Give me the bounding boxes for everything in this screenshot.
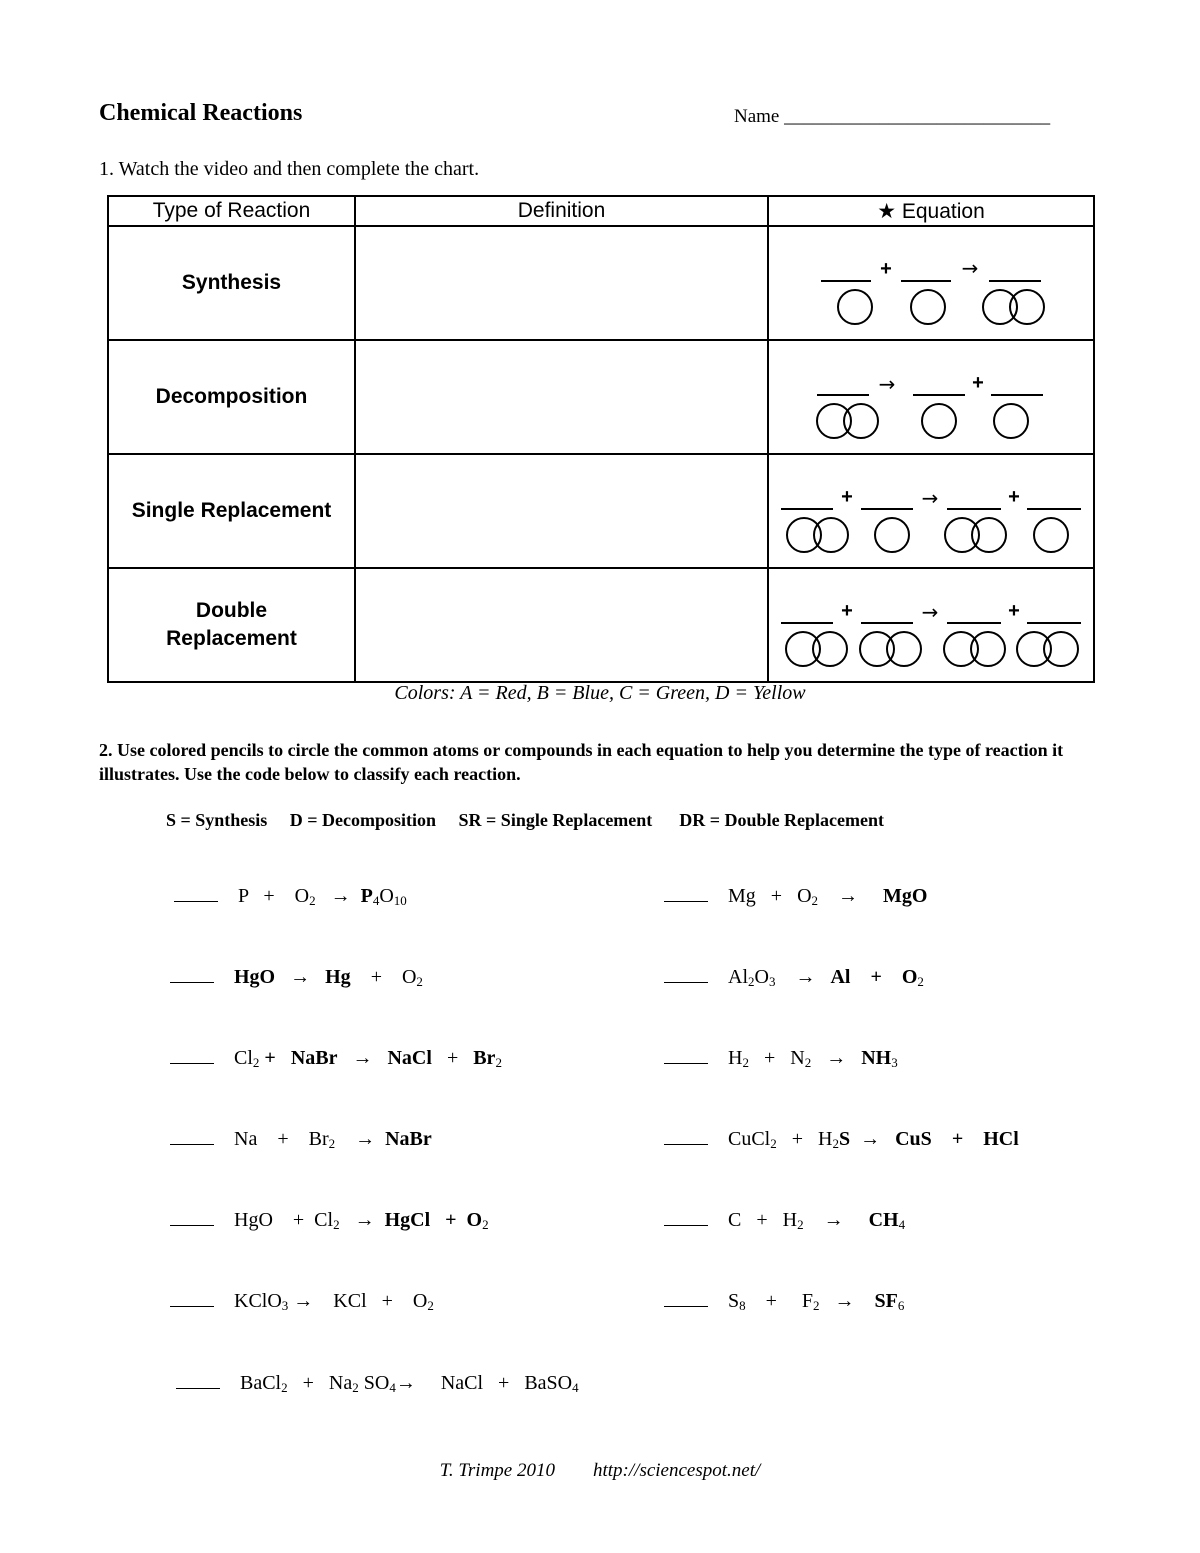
answer-blank[interactable] bbox=[170, 1290, 214, 1307]
equation-row: P + $O_2$ → $P_4O_{10}$ bbox=[174, 885, 407, 908]
equation-row: $Cl_2$ + NaBr → NaCl + $Br_2$ bbox=[170, 1047, 502, 1070]
atom-circle bbox=[944, 632, 978, 666]
equation-row: $H_2$ + $N_2$ → $NH_3$ bbox=[664, 1047, 898, 1070]
definition-cell[interactable] bbox=[355, 454, 768, 568]
equation-cell bbox=[768, 226, 1094, 340]
page-title: Chemical Reactions bbox=[99, 100, 303, 126]
answer-blank[interactable] bbox=[664, 966, 708, 983]
equation-cell bbox=[768, 340, 1094, 454]
classification-legend: S = Synthesis D = Decomposition SR = Single Replacement DR = Double Replacement bbox=[166, 810, 885, 830]
type-label-line: Replacement bbox=[166, 627, 297, 650]
equation-row: C + $H_2$ → $CH_4$ bbox=[664, 1209, 905, 1232]
answer-blank[interactable] bbox=[664, 1047, 708, 1064]
type-cell: Single Replacement bbox=[108, 454, 355, 568]
arrow-sign: → bbox=[921, 600, 939, 624]
double-replacement-equation-diagram bbox=[769, 569, 1091, 681]
definition-cell[interactable] bbox=[355, 226, 768, 340]
atom-circle bbox=[786, 632, 820, 666]
plus-sign: + bbox=[1008, 486, 1020, 508]
plus-sign: + bbox=[972, 372, 984, 394]
answer-blank[interactable] bbox=[664, 1209, 708, 1226]
question-1: 1. Watch the video and then complete the chart. bbox=[99, 158, 480, 180]
name-field[interactable]: Name ____________________________ bbox=[734, 106, 1051, 127]
arrow-sign: → bbox=[921, 486, 939, 510]
decomposition-equation-diagram bbox=[769, 341, 1091, 453]
equation-row: KClO$_3$ → KCl + $O_2$ bbox=[170, 1290, 434, 1313]
answer-blank[interactable] bbox=[170, 966, 214, 983]
atom-circle bbox=[983, 290, 1017, 324]
single-replacement-equation-diagram bbox=[769, 455, 1091, 567]
equation-row: BaCl$_2$ + $Na_2$ $SO_4\to$ NaCl + BaSO$_4$ bbox=[176, 1372, 579, 1395]
equation-row: HgO → Hg + $O_2$ bbox=[170, 966, 423, 989]
atom-circle bbox=[911, 290, 945, 324]
definition-cell[interactable] bbox=[355, 568, 768, 682]
synthesis-equation-diagram bbox=[769, 227, 1091, 339]
type-label-line: Double bbox=[195, 599, 268, 622]
definition-cell[interactable] bbox=[355, 340, 768, 454]
arrow-sign: → bbox=[961, 256, 979, 280]
atom-circle bbox=[922, 404, 956, 438]
plus-sign: + bbox=[841, 600, 853, 622]
atom-circle bbox=[844, 404, 878, 438]
answer-blank[interactable] bbox=[176, 1372, 220, 1389]
atom-circle bbox=[945, 518, 979, 552]
equation-row: CuCl$_2$ + $H_2S$ → CuS + HCl bbox=[664, 1128, 1019, 1151]
atom-circle bbox=[814, 518, 848, 552]
plus-sign: + bbox=[841, 486, 853, 508]
answer-blank[interactable] bbox=[664, 1290, 708, 1307]
atom-circle bbox=[972, 518, 1006, 552]
question-2: 2. Use colored pencils to circle the common atoms or compounds in each equation to help you determine the type of reaction it illustrates. Use the code below to classify each reaction. bbox=[99, 740, 1064, 784]
colors-note: Colors: A = Red, B = Blue, C = Green, D = Yellow bbox=[394, 682, 806, 704]
answer-blank[interactable] bbox=[664, 885, 708, 902]
chart-row-decomposition bbox=[108, 340, 1094, 454]
footer-url[interactable]: http://sciencespot.net/ bbox=[593, 1460, 761, 1481]
chart-header-row bbox=[108, 196, 1094, 226]
answer-blank[interactable] bbox=[174, 885, 218, 902]
chart-row-synthesis bbox=[108, 226, 1094, 340]
atom-circle bbox=[994, 404, 1028, 438]
reaction-chart bbox=[107, 195, 1095, 683]
equation-cell bbox=[768, 454, 1094, 568]
col-type-header: Type of Reaction bbox=[108, 196, 355, 226]
atom-circle bbox=[813, 632, 847, 666]
atom-circle bbox=[971, 632, 1005, 666]
footer-author: T. Trimpe 2010 bbox=[439, 1460, 555, 1481]
atom-circle bbox=[1010, 290, 1044, 324]
plus-sign: + bbox=[1008, 600, 1020, 622]
atom-circle bbox=[875, 518, 909, 552]
equation-row: Na + $Br_2$ → NaBr bbox=[170, 1128, 432, 1151]
col-definition-header: Definition bbox=[355, 196, 768, 226]
atom-circle bbox=[887, 632, 921, 666]
arrow-sign: → bbox=[878, 372, 896, 396]
equation-row: $S_8$ + $F_2$ → $SF_6$ bbox=[664, 1290, 904, 1313]
answer-blank[interactable] bbox=[170, 1128, 214, 1145]
equation-row: $Al_2O_3$ → Al + $O_2$ bbox=[664, 966, 924, 989]
equation-row: HgO + $Cl_2$ → HgCl + $O_2$ bbox=[170, 1209, 489, 1232]
atom-circle bbox=[1044, 632, 1078, 666]
atom-circle bbox=[838, 290, 872, 324]
answer-blank[interactable] bbox=[170, 1209, 214, 1226]
atom-circle bbox=[817, 404, 851, 438]
answer-blank[interactable] bbox=[664, 1128, 708, 1145]
atom-circle bbox=[860, 632, 894, 666]
answer-blank[interactable] bbox=[170, 1047, 214, 1064]
col-equation-header: ★ Equation bbox=[768, 196, 1094, 226]
chart-row-single-replacement bbox=[108, 454, 1094, 568]
equation-cell bbox=[768, 568, 1094, 682]
atom-circle bbox=[1017, 632, 1051, 666]
atom-circle bbox=[787, 518, 821, 552]
type-cell: Synthesis bbox=[108, 226, 355, 340]
equation-row: Mg + $O_2$ → MgO bbox=[664, 885, 927, 908]
type-cell bbox=[108, 568, 355, 682]
type-cell: Decomposition bbox=[108, 340, 355, 454]
atom-circle bbox=[1034, 518, 1068, 552]
footer bbox=[0, 1460, 1200, 1482]
plus-sign: + bbox=[880, 258, 892, 280]
chart-row-double-replacement bbox=[108, 568, 1094, 682]
